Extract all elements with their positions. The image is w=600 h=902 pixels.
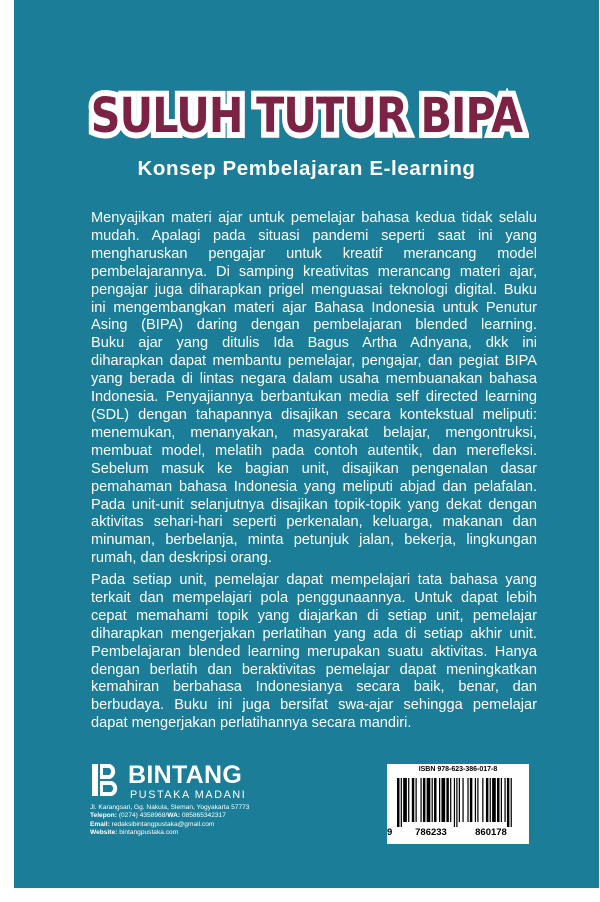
paragraph-line: Asing (BIPA) daring dengan pembelajaran blended learning. bbox=[91, 317, 537, 334]
paragraph-line: Pada setiap unit, pemelajar dapat mempelajari tata bahasa yang bbox=[91, 572, 537, 588]
barcode-bar bbox=[486, 778, 488, 822]
book-title: SULUH TUTUR BIPA bbox=[90, 88, 523, 144]
barcode-bar bbox=[511, 778, 512, 827]
phone-value: (0274) 4358968/ bbox=[116, 812, 168, 820]
paragraph-line: (SDL) dengan tahapannya disajikan secara kontekstual meliputi: bbox=[91, 406, 537, 423]
barcode-bar bbox=[467, 778, 468, 822]
paragraph-line: terkait dan mempelajari pola penggunaannya. Untuk dapat lebih bbox=[91, 589, 537, 606]
wa-label: WA: bbox=[167, 812, 181, 820]
book-subtitle: Konsep Pembelajaran E-learning bbox=[137, 157, 476, 180]
paragraph-line: rumah, dan deskripsi orang. bbox=[91, 550, 272, 567]
paragraph-line: diharapkan dapat membantu pemelajar, pengajar, dan pegiat BIPA bbox=[91, 353, 537, 370]
paragraph-line: Pada unit-unit selanjutnya disajikan topik-topik yang dekat dengan bbox=[91, 496, 537, 513]
barcode-bar bbox=[454, 778, 455, 827]
barcode-bar bbox=[439, 778, 440, 822]
email-value: redaksibintangpustaka@gmail.com bbox=[109, 820, 215, 828]
barcode-bar bbox=[462, 778, 463, 822]
paragraph-line: mengharuskan pengajar untuk kreatif merancang model bbox=[91, 245, 537, 262]
publisher-website-line bbox=[90, 829, 249, 837]
barcode-bar bbox=[497, 778, 499, 822]
barcode-bar bbox=[490, 778, 491, 822]
publisher-subname: PUSTAKA MADANI bbox=[130, 789, 247, 801]
publisher-address: Jl. Karangsari, Gg. Nakula, Sleman, Yogyakarta 57773 bbox=[90, 804, 250, 811]
paragraph-line: Sebelum masuk ke bagian unit, disajikan pengenalan dasar bbox=[91, 460, 537, 477]
barcode-graphic bbox=[397, 778, 519, 827]
barcode-bar bbox=[450, 778, 451, 822]
barcode-bar bbox=[441, 778, 445, 822]
barcode-bar bbox=[482, 778, 483, 822]
paragraph-line: pengajar juga diharapkan prigel menguasai teknologi digital. Buku bbox=[91, 281, 537, 298]
barcode-bar bbox=[423, 778, 425, 822]
paragraph-line: minuman, berbelanja, minta petunjuk jalan, bekerja, lingkungan bbox=[91, 532, 537, 549]
publisher-name: BINTANG bbox=[128, 761, 243, 789]
barcode-bar bbox=[470, 778, 472, 822]
publisher-email-line bbox=[90, 821, 249, 829]
isbn-barcode-box bbox=[387, 764, 529, 844]
barcode-bar bbox=[507, 778, 509, 827]
paragraph-line: ini mengembangkan materi ajar Bahasa Indonesia untuk Penutur bbox=[91, 299, 537, 316]
barcode-first-digit: 9 bbox=[387, 827, 393, 838]
paragraph-line: Menyajikan materi ajar untuk pemelajar bahasa kedua tidak selalu bbox=[91, 210, 537, 226]
phone-label: Telepon: bbox=[90, 812, 117, 820]
barcode-bar bbox=[420, 778, 421, 822]
synopsis-paragraph-1 bbox=[91, 210, 537, 568]
barcode-bar bbox=[432, 778, 433, 822]
barcode-bar bbox=[401, 778, 402, 827]
paragraph-line: pemahaman bahasa Indonesia yang meliputi abjad dan pelafalan. bbox=[91, 478, 537, 495]
publisher-block bbox=[90, 762, 320, 842]
wa-value: 085865342317 bbox=[180, 812, 226, 820]
barcode-bar bbox=[501, 778, 502, 822]
barcode-bar bbox=[446, 778, 448, 822]
paragraph-line: yang berada di lintas negara dalam usaha membuanakan bahasa bbox=[91, 371, 537, 388]
barcode-bar bbox=[427, 778, 431, 822]
barcode-bar bbox=[412, 778, 414, 822]
barcode-bar bbox=[408, 778, 409, 822]
paragraph-line: aktivitas sehari-hari seperti perkenalan, keluarga, makanan dan bbox=[91, 514, 537, 531]
paragraph-line: Buku ajar yang ditulis Ida Bagus Artha Adnyana, dkk ini bbox=[91, 335, 537, 352]
paragraph-line: Pembelajaran blended learning merupakan suatu aktivitas. Hanya bbox=[91, 643, 537, 660]
synopsis-paragraph-2 bbox=[91, 572, 537, 733]
barcode-bar bbox=[477, 778, 478, 822]
paragraph-line: kemahiran berbahasa Indonesianya secara baik, benar, dan bbox=[91, 679, 537, 696]
barcode-left-group: 786233 bbox=[415, 827, 447, 838]
paragraph-line: menemukan, menanyakan, masyarakat belajar, mengontruksi, bbox=[91, 424, 537, 441]
paragraph-line: dapat mengerjakan perlatihannya secara mandiri. bbox=[91, 715, 412, 732]
publisher-phone-line bbox=[90, 812, 249, 820]
email-label: Email: bbox=[90, 820, 110, 828]
paragraph-line: Indonesia. Penyajiannya berbantukan media self directed learning bbox=[91, 389, 537, 406]
paragraph-line: membuat model, melatih pada contoh autentik, dan merefleksi. bbox=[91, 442, 537, 459]
barcode-bar bbox=[403, 778, 407, 822]
paragraph-line: berbudaya. Buku ini juga bersifat swa-ajar sehingga pemelajar bbox=[91, 697, 537, 714]
barcode-bar bbox=[456, 778, 457, 827]
paragraph-line: cepat memahami topik yang diajarkan di setiap unit, pemelajar bbox=[91, 607, 537, 624]
barcode-bar bbox=[475, 778, 476, 822]
publisher-logo-icon bbox=[90, 762, 124, 800]
barcode-bar bbox=[416, 778, 417, 822]
barcode-right-group: 860178 bbox=[475, 827, 507, 838]
barcode-bar bbox=[397, 778, 399, 827]
paragraph-line: dengan berlatih dan beraktivitas pemelajar dapat meningkatkan bbox=[91, 661, 537, 678]
website-value: bintangpustaka.com bbox=[117, 829, 179, 837]
back-cover bbox=[14, 0, 599, 888]
barcode-bar bbox=[492, 778, 496, 822]
paragraph-line: pembelajarannya. Di samping kreativitas merancang materi ajar, bbox=[91, 263, 537, 280]
barcode-bar bbox=[504, 778, 505, 822]
barcode-bar bbox=[459, 778, 460, 822]
publisher-contact bbox=[90, 804, 249, 838]
paragraph-line: diharapkan mengerjakan perlatihan yang ada di setiap akhir unit. bbox=[91, 625, 537, 642]
isbn-label: ISBN 978-623-386-017-8 bbox=[418, 766, 498, 773]
paragraph-line: mudah. Apalagi pada situasi pandemi seperti saat ini yang bbox=[91, 227, 537, 244]
website-label: Website: bbox=[90, 829, 118, 837]
barcode-bar bbox=[434, 778, 436, 822]
